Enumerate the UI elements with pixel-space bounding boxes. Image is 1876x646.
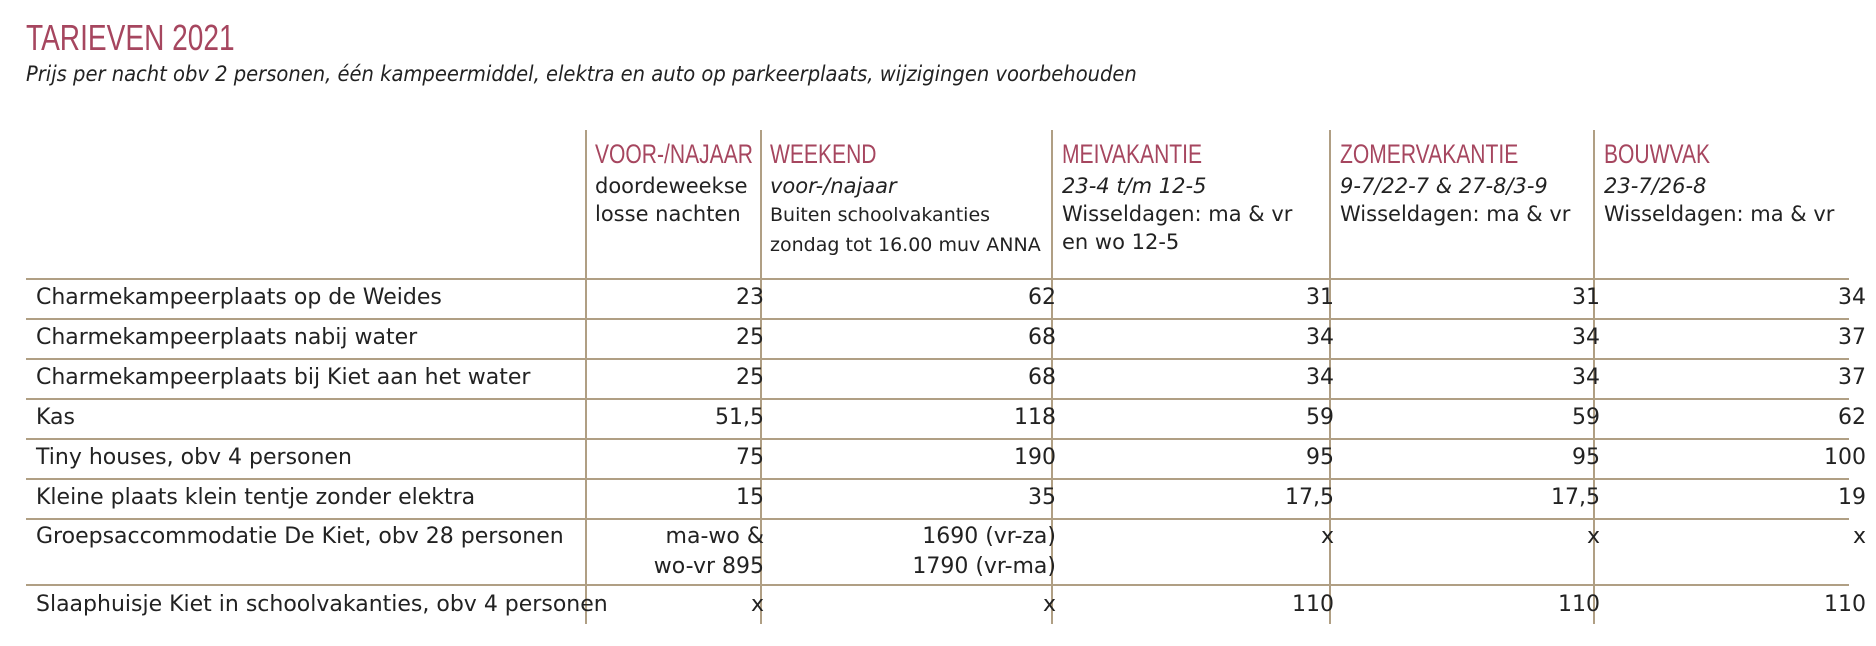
price-cell: 35 [1028, 485, 1056, 510]
column-header-note: Wisseldagen: ma & vr [1604, 202, 1835, 226]
price-cell: 59 [1306, 405, 1334, 430]
price-cell: ma-wo & [665, 524, 764, 549]
price-cell: 1690 (vr-za) [922, 524, 1056, 549]
price-cell: 19 [1838, 485, 1866, 510]
price-cell: 110 [1292, 592, 1334, 617]
row-label: Tiny houses, obv 4 personen [36, 445, 352, 470]
page-subtitle: Prijs per nacht obv 2 personen, één kampeermiddel, elektra en auto op parkeerplaats, wijzigingen voorbehouden [26, 62, 1137, 86]
column-divider [585, 130, 587, 624]
page-title: TARIEVEN 2021 [26, 17, 235, 58]
price-cell: 59 [1572, 405, 1600, 430]
price-cell: x [1320, 524, 1334, 549]
price-cell: 118 [1014, 405, 1056, 430]
price-cell: x [750, 592, 764, 617]
price-cell: 110 [1558, 592, 1600, 617]
column-header-note: Wisseldagen: ma & vr [1062, 202, 1293, 226]
row-label: Charmekampeerplaats op de Weides [36, 285, 442, 310]
column-header-note: doordeweekse [595, 174, 748, 198]
price-cell: 25 [736, 365, 764, 390]
row-label: Kleine plaats klein tentje zonder elektra [36, 485, 476, 510]
price-cell: 68 [1028, 365, 1056, 390]
price-cell: 75 [736, 445, 764, 470]
row-divider [26, 518, 1849, 520]
column-header-weekend [770, 136, 1041, 260]
column-header-note: en wo 12-5 [1062, 230, 1180, 254]
price-cell: 100 [1824, 445, 1866, 470]
column-header-title: WEEKEND [770, 139, 877, 169]
column-header-voor-najaar [595, 136, 798, 228]
price-cell: 37 [1838, 325, 1866, 350]
price-cell: 31 [1572, 285, 1600, 310]
row-divider [26, 398, 1849, 400]
row-divider [26, 438, 1849, 440]
price-cell: 190 [1014, 445, 1056, 470]
price-cell: x [1586, 524, 1600, 549]
price-cell: 68 [1028, 325, 1056, 350]
column-header-title: BOUWVAK [1604, 139, 1711, 169]
price-cell: 15 [736, 485, 764, 510]
row-divider [26, 584, 1849, 586]
price-cell: 37 [1838, 365, 1866, 390]
price-cell: 62 [1028, 285, 1056, 310]
row-divider [26, 358, 1849, 360]
price-cell: 95 [1306, 445, 1334, 470]
price-cell: 34 [1306, 365, 1334, 390]
column-header-note: zondag tot 16.00 muv ANNA [770, 234, 1041, 256]
price-cell: 34 [1306, 325, 1334, 350]
column-header-zomervakantie [1340, 136, 1570, 228]
price-cell: 25 [736, 325, 764, 350]
column-header-title: VOOR-/NAJAAR [595, 139, 753, 169]
price-cell: 1790 (vr-ma) [912, 554, 1056, 579]
column-header-note: losse nachten [595, 202, 741, 226]
row-divider [26, 318, 1849, 320]
price-cell: 95 [1572, 445, 1600, 470]
row-label: Charmekampeerplaats bij Kiet aan het water [36, 365, 531, 390]
row-label: Charmekampeerplaats nabij water [36, 325, 418, 350]
price-cell: 110 [1824, 592, 1866, 617]
price-cell: x [1852, 524, 1866, 549]
row-label: Slaaphuisje Kiet in schoolvakanties, obv 4 personen [36, 592, 608, 617]
price-cell: wo-vr 895 [653, 554, 764, 579]
row-label: Groepsaccommodatie De Kiet, obv 28 personen [36, 524, 564, 549]
column-header-dates: 23-4 t/m 12-5 [1062, 174, 1207, 198]
price-cell: 31 [1306, 285, 1334, 310]
price-cell: 62 [1838, 405, 1866, 430]
column-header-title: ZOMERVAKANTIE [1340, 139, 1519, 169]
column-header-note: Buiten schoolvakanties [770, 204, 991, 226]
column-header-note: Wisseldagen: ma & vr [1340, 202, 1571, 226]
row-divider [26, 278, 1849, 280]
price-cell: 23 [736, 285, 764, 310]
price-cell: 51,5 [715, 405, 764, 430]
column-header-title: MEIVAKANTIE [1062, 139, 1203, 169]
price-cell: 17,5 [1285, 485, 1334, 510]
column-header-dates: 23-7/26-8 [1604, 174, 1707, 198]
price-cell: 34 [1572, 365, 1600, 390]
price-cell: x [1042, 592, 1056, 617]
price-cell: 34 [1838, 285, 1866, 310]
column-header-dates: 9-7/22-7 & 27-8/3-9 [1340, 174, 1548, 198]
price-cell: 17,5 [1551, 485, 1600, 510]
row-divider [26, 478, 1849, 480]
price-cell: 34 [1572, 325, 1600, 350]
column-header-bouwvak [1604, 136, 1834, 228]
column-header-meivakantie [1062, 136, 1292, 256]
row-label: Kas [36, 405, 75, 430]
column-header-dates: voor-/najaar [770, 174, 897, 198]
